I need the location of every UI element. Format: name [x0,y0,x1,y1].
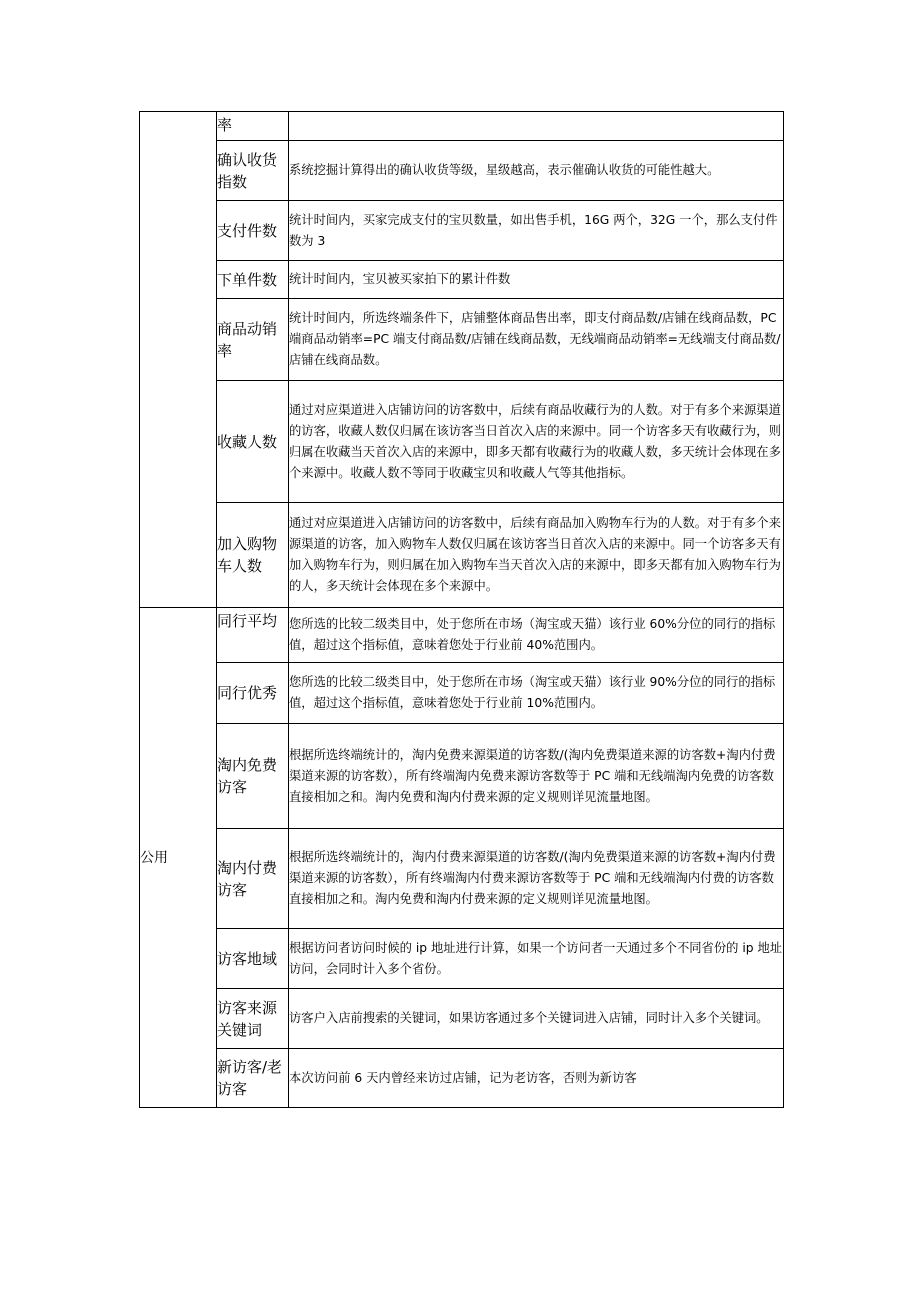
term-cell: 收藏人数 [217,381,289,503]
term-cell: 加入购物车人数 [217,503,289,608]
term-cell: 同行优秀 [217,663,289,724]
description-cell: 通过对应渠道进入店铺访问的访客数中，后续有商品加入购物车行为的人数。对于有多个来源渠道的访客，加入购物车人数仅归属在该访客当日首次入店的来源中。同一个访客多天有加入购物车行为，则归属在加入购物车当天首次入店的来源中，即多天都有加入购物车行为的人，多天统计会体现在多个来源中。 [289,503,784,608]
table-row [140,503,784,608]
term-cell: 淘内付费访客 [217,829,289,929]
term-cell: 下单件数 [217,261,289,299]
term-cell: 淘内免费访客 [217,724,289,829]
term-cell: 商品动销率 [217,299,289,381]
description-cell: 本次访问前 6 天内曾经来访过店铺，记为老访客，否则为新访客 [289,1049,784,1108]
table-row [140,299,784,381]
description-cell: 根据访问者访问时候的 ip 地址进行计算，如果一个访问者一天通过多个不同省份的 ip 地址访问，会同时计入多个省份。 [289,929,784,989]
table-row [140,261,784,299]
table-row [140,724,784,829]
description-cell: 您所选的比较二级类目中，处于您所在市场（淘宝或天猫）该行业 60%分位的同行的指标值，超过这个指标值，意味着您处于行业前 40%范围内。 [289,608,784,663]
term-cell: 确认收货指数 [217,141,289,201]
table-row [140,663,784,724]
term-cell: 率 [217,112,289,141]
metrics-definition-table [139,111,784,1108]
term-cell: 新访客/老访客 [217,1049,289,1108]
description-cell: 根据所选终端统计的，淘内付费来源渠道的访客数/(淘内免费渠道来源的访客数+淘内付费渠道来源的访客数），所有终端淘内付费来源访客数等于 PC 端和无线端淘内付费的访客数直接相加之和。淘内免费和淘内付费来源的定义规则详见流量地图。 [289,829,784,929]
description-cell: 根据所选终端统计的，淘内免费来源渠道的访客数/(淘内免费渠道来源的访客数+淘内付费渠道来源的访客数），所有终端淘内免费来源访客数等于 PC 端和无线端淘内免费的访客数直接相加之和。淘内免费和淘内付费来源的定义规则详见流量地图。 [289,724,784,829]
table-row [140,1049,784,1108]
table-row [140,989,784,1049]
description-cell: 统计时间内，所选终端条件下，店铺整体商品售出率，即支付商品数/店铺在线商品数，PC 端商品动销率=PC 端支付商品数/店铺在线商品数，无线端商品动销率=无线端支付商品数/店铺在线商品数。 [289,299,784,381]
table-row [140,829,784,929]
table-row [140,929,784,989]
term-cell: 支付件数 [217,201,289,261]
description-cell: 系统挖掘计算得出的确认收货等级，星级越高，表示催确认收货的可能性越大。 [289,141,784,201]
table-row [140,201,784,261]
description-cell: 您所选的比较二级类目中，处于您所在市场（淘宝或天猫）该行业 90%分位的同行的指标值，超过这个指标值，意味着您处于行业前 10%范围内。 [289,663,784,724]
term-cell: 访客来源关键词 [217,989,289,1049]
table-row [140,608,784,663]
group-cell: 公用 [140,608,217,1108]
description-cell: 通过对应渠道进入店铺访问的访客数中，后续有商品收藏行为的人数。对于有多个来源渠道的访客，收藏人数仅归属在该访客当日首次入店的来源中。同一个访客多天有收藏行为，则归属在收藏当天首次入店的来源中，即多天都有收藏行为的收藏人数，多天统计会体现在多个来源中。收藏人数不等同于收藏宝贝和收藏人气等其他指标。 [289,381,784,503]
group-cell [140,112,217,608]
table-row [140,112,784,141]
description-cell: 统计时间内，买家完成支付的宝贝数量，如出售手机，16G 两个，32G 一个，那么支付件数为 3 [289,201,784,261]
description-cell: 访客户入店前搜索的关键词，如果访客通过多个关键词进入店铺，同时计入多个关键词。 [289,989,784,1049]
table-row [140,141,784,201]
description-cell [289,112,784,141]
table-row [140,381,784,503]
term-cell: 同行平均 [217,608,289,663]
term-cell: 访客地域 [217,929,289,989]
description-cell: 统计时间内，宝贝被买家拍下的累计件数 [289,261,784,299]
